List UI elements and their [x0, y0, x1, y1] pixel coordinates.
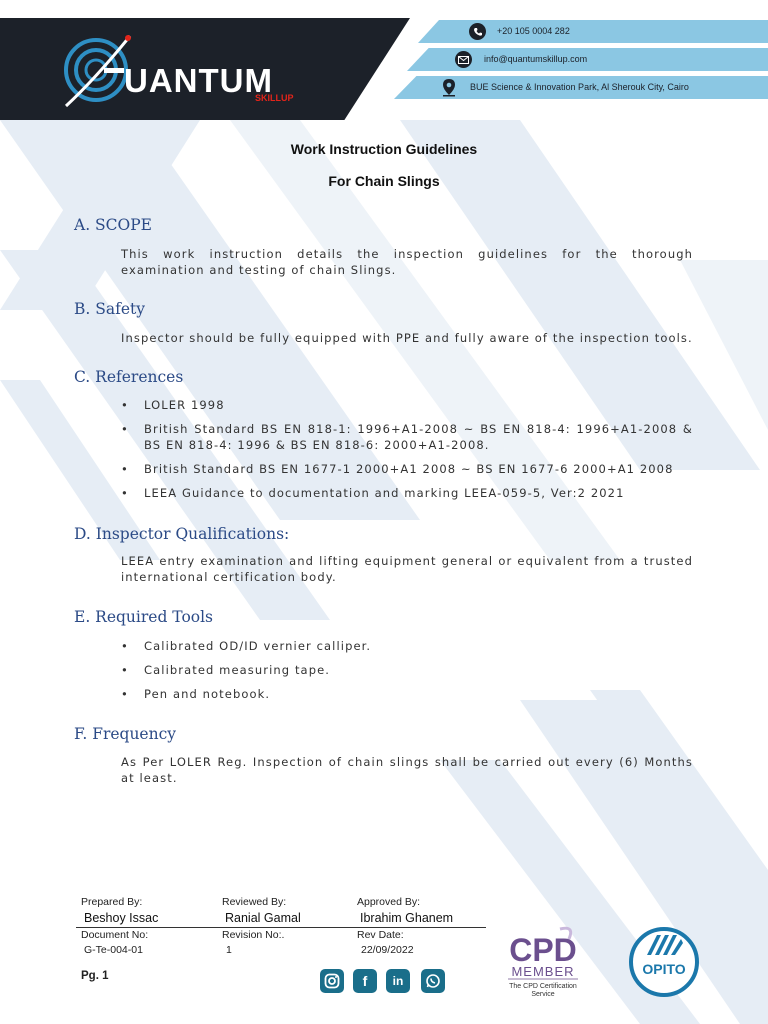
- cpd-member-text: MEMBER: [511, 964, 575, 979]
- section-heading-safety: B. Safety: [74, 300, 145, 318]
- section-heading-scope: A. SCOPE: [74, 216, 152, 234]
- document-title: Work Instruction Guidelines: [290, 141, 478, 157]
- contact-phone-text: +20 105 0004 282: [497, 26, 570, 36]
- section-heading-frequency: F. Frequency: [74, 725, 177, 743]
- cpd-member-logo: [500, 925, 586, 1000]
- phone-icon: [469, 23, 486, 40]
- rev-date-label: Rev Date:: [357, 929, 404, 941]
- linkedin-icon[interactable]: in: [386, 969, 410, 993]
- list-item: • Calibrated OD/ID vernier calliper.: [121, 639, 372, 653]
- bullet-icon: •: [121, 663, 129, 677]
- section-heading-tools: E. Required Tools: [74, 608, 214, 626]
- facebook-icon[interactable]: f: [353, 969, 377, 993]
- document-no-value: G-Te-004-01: [84, 944, 143, 956]
- references-list: [121, 397, 693, 509]
- frequency-text: As Per LOLER Reg. Inspection of chain slings shall be carried out every (6) Months at least.: [121, 755, 693, 785]
- bullet-icon: •: [121, 486, 129, 500]
- rev-date-value: 22/09/2022: [361, 944, 414, 956]
- contact-address-text: BUE Science & Innovation Park, Al Sherouk City, Cairo: [470, 82, 689, 92]
- approved-by-name: Ibrahim Ghanem: [360, 911, 454, 925]
- location-pin-icon: [440, 79, 457, 96]
- bullet-icon: •: [121, 639, 129, 653]
- cpd-caption-line1: The CPD Certification: [509, 983, 577, 990]
- reviewed-by-name: Ranial Gamal: [225, 911, 301, 925]
- list-item: • LEEA Guidance to documentation and marking LEEA-059-5, Ver:2 2021: [121, 486, 625, 500]
- scope-text: This work instruction details the inspection guidelines for the thorough examination and testing of chain Slings.: [121, 247, 693, 277]
- qualifications-text: LEEA entry examination and lifting equipment general or equivalent from a trusted international certification body.: [121, 554, 693, 584]
- contact-email-text: info@quantumskillup.com: [484, 54, 588, 64]
- section-heading-references: C. References: [74, 368, 184, 386]
- opito-logo-text: OPITO: [642, 961, 686, 977]
- page-number: Pg. 1: [81, 970, 109, 982]
- bullet-icon: •: [121, 462, 129, 476]
- logo-wordmark: UANTUM: [124, 62, 273, 99]
- list-item: • British Standard BS EN 818-1: 1996+A1-2008 ~ BS EN 818-4: 1996+A1-2008 & BS EN 818-4: 1996 & BS EN 818-6: 2000+A1-2008.: [121, 422, 693, 452]
- revision-no-label: Revision No:.: [222, 929, 285, 941]
- list-item: • Calibrated measuring tape.: [121, 663, 331, 677]
- tools-list: [121, 638, 693, 710]
- document-subtitle: For Chain Slings: [328, 173, 440, 189]
- bullet-icon: •: [121, 398, 129, 412]
- reviewed-by-label: Reviewed By:: [222, 896, 287, 908]
- opito-logo: [627, 927, 701, 997]
- signature-divider: [76, 927, 486, 928]
- document-no-label: Document No:: [81, 929, 149, 941]
- logo-subtitle: SKILLUP: [255, 93, 294, 103]
- email-icon: [455, 51, 472, 68]
- bullet-icon: •: [121, 422, 129, 436]
- whatsapp-icon[interactable]: [421, 969, 445, 993]
- list-item: • British Standard BS EN 1677-1 2000+A1 2008 ~ BS EN 1677-6 2000+A1 2008: [121, 462, 674, 476]
- prepared-by-label: Prepared By:: [81, 896, 143, 908]
- cpd-logo-text: CPD: [509, 932, 577, 968]
- section-heading-qualifications: D. Inspector Qualifications:: [74, 525, 290, 543]
- list-item: • LOLER 1998: [121, 398, 225, 412]
- safety-text: Inspector should be fully equipped with PPE and fully aware of the inspection tools.: [121, 331, 693, 345]
- instagram-icon[interactable]: [320, 969, 344, 993]
- prepared-by-name: Beshoy Issac: [84, 911, 159, 925]
- bullet-icon: •: [121, 687, 129, 701]
- approved-by-label: Approved By:: [357, 896, 421, 908]
- revision-no-value: 1: [226, 944, 232, 956]
- cpd-caption-line2: Service: [531, 991, 555, 998]
- list-item: • Pen and notebook.: [121, 687, 271, 701]
